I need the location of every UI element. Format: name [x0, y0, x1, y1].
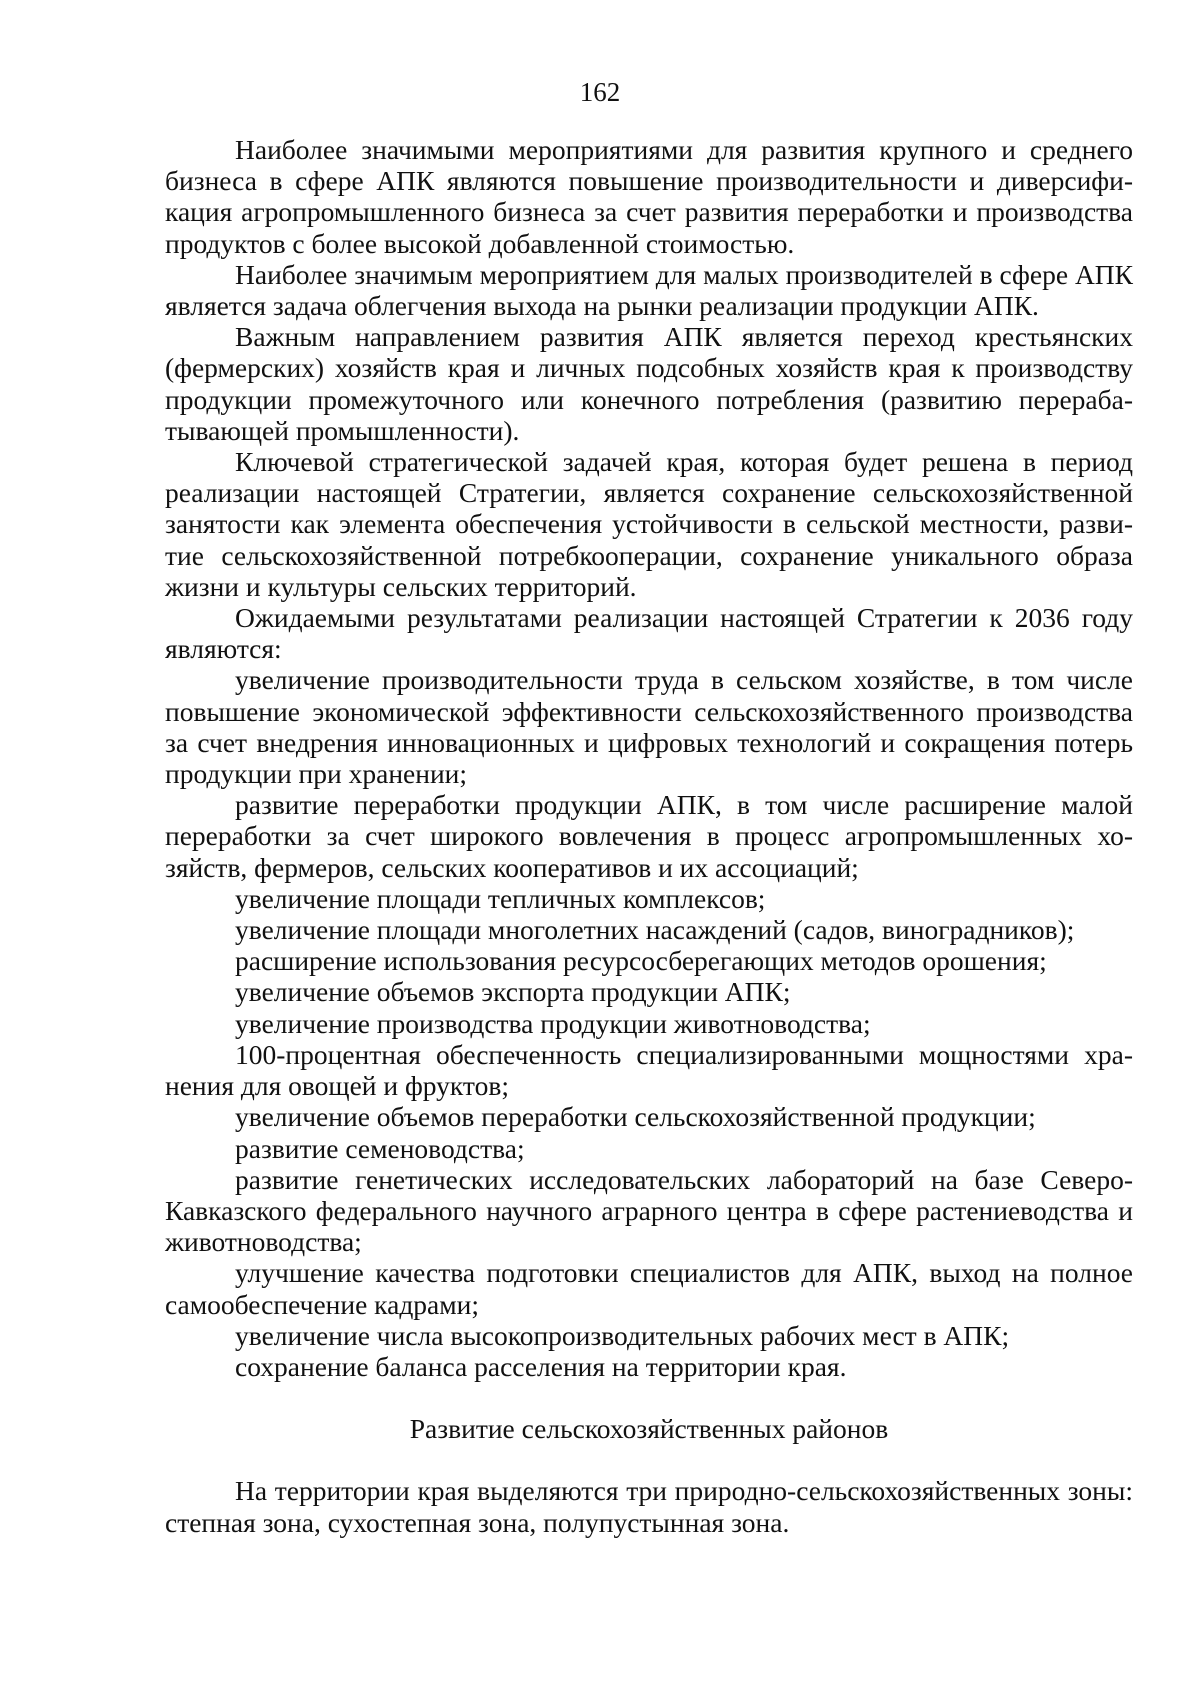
paragraph: развитие переработки продукции АПК, в том числе расширение малой переработки за счет широкого вовлечения в процесс агропромышленных хозяйств, фермеров, сельских кооперативов и их ассоциаций;: [165, 789, 1133, 883]
page-number: 162: [579, 77, 621, 107]
paragraph: Наиболее значимым мероприятием для малых производителей в сфере АПК является задача облегчения выхода на рынки реализации продукции АПК.: [165, 258, 1133, 322]
paragraph: Ключевой стратегической задачей края, которая будет решена в период реализации настоящей Стратегии, является сохранение сельскохозяйственной занятости как элемента обеспечения устойчивости в сельской местности, развитие сельскохозяйственной потребкооперации, сохранение уникального образа жизни и культуры сельских территорий.: [165, 446, 1133, 602]
paragraph: увеличение объемов экспорта продукции АПК;: [235, 976, 791, 1008]
paragraphs-after-heading: [165, 1475, 1133, 1537]
paragraph: увеличение производительности труда в сельском хозяйстве, в том числе повышение экономической эффективности сельскохозяйственного производства за счет внедрения инновационных и цифровых технологий и сокращения потерь продукции при хранении;: [165, 664, 1133, 790]
paragraph: расширение использования ресурсосберегающих методов орошения;: [235, 945, 1047, 977]
paragraph: Наиболее значимыми мероприятиями для развития крупного и среднего бизнеса в сфере АПК являются повышение производительности и диверсификация агропромышленного бизнеса за счет развития переработки и производства продуктов с более высокой добавленной стоимостью.: [165, 134, 1133, 259]
paragraph: Важным направлением развития АПК является переход крестьянских (фермерских) хозяйств края и личных подсобных хозяйств края к производству продукции промежуточного или конечного потребления (развитию перерабатывающей промышленности).: [165, 321, 1133, 446]
paragraph: развитие семеноводства;: [235, 1132, 525, 1164]
document-body: [165, 134, 1133, 1538]
paragraph: увеличение площади многолетних насаждений (садов, виноградников);: [235, 914, 1075, 946]
paragraph: сохранение баланса расселения на территории края.: [235, 1350, 847, 1382]
section-heading: Развитие сельскохозяйственных районов: [409, 1413, 889, 1445]
paragraph: На территории края выделяются три природно-сельскохозяйственных зоны: степная зона, сухостепная зона, полупустынная зона.: [165, 1475, 1133, 1538]
paragraph: увеличение площади тепличных комплексов;: [235, 882, 766, 914]
paragraph: 100-процентная обеспеченность специализированными мощностями хранения для овощей и фруктов;: [165, 1038, 1133, 1102]
paragraph: увеличение числа высокопроизводительных рабочих мест в АПК;: [235, 1319, 1010, 1351]
paragraph: увеличение объемов переработки сельскохозяйственной продукции;: [235, 1101, 1036, 1133]
paragraph: увеличение производства продукции животноводства;: [235, 1007, 871, 1039]
paragraph: развитие генетических исследовательских лабораторий на базе Северо-Кавказского федерального научного аграрного центра в сфере растениеводства и животноводства;: [165, 1163, 1133, 1258]
paragraphs-before-heading: [165, 134, 1133, 1382]
paragraph: Ожидаемыми результатами реализации настоящей Стратегии к 2036 году являются:: [165, 602, 1133, 665]
paragraph: улучшение качества подготовки специалистов для АПК, выход на полное самообеспечение кадрами;: [165, 1257, 1133, 1320]
